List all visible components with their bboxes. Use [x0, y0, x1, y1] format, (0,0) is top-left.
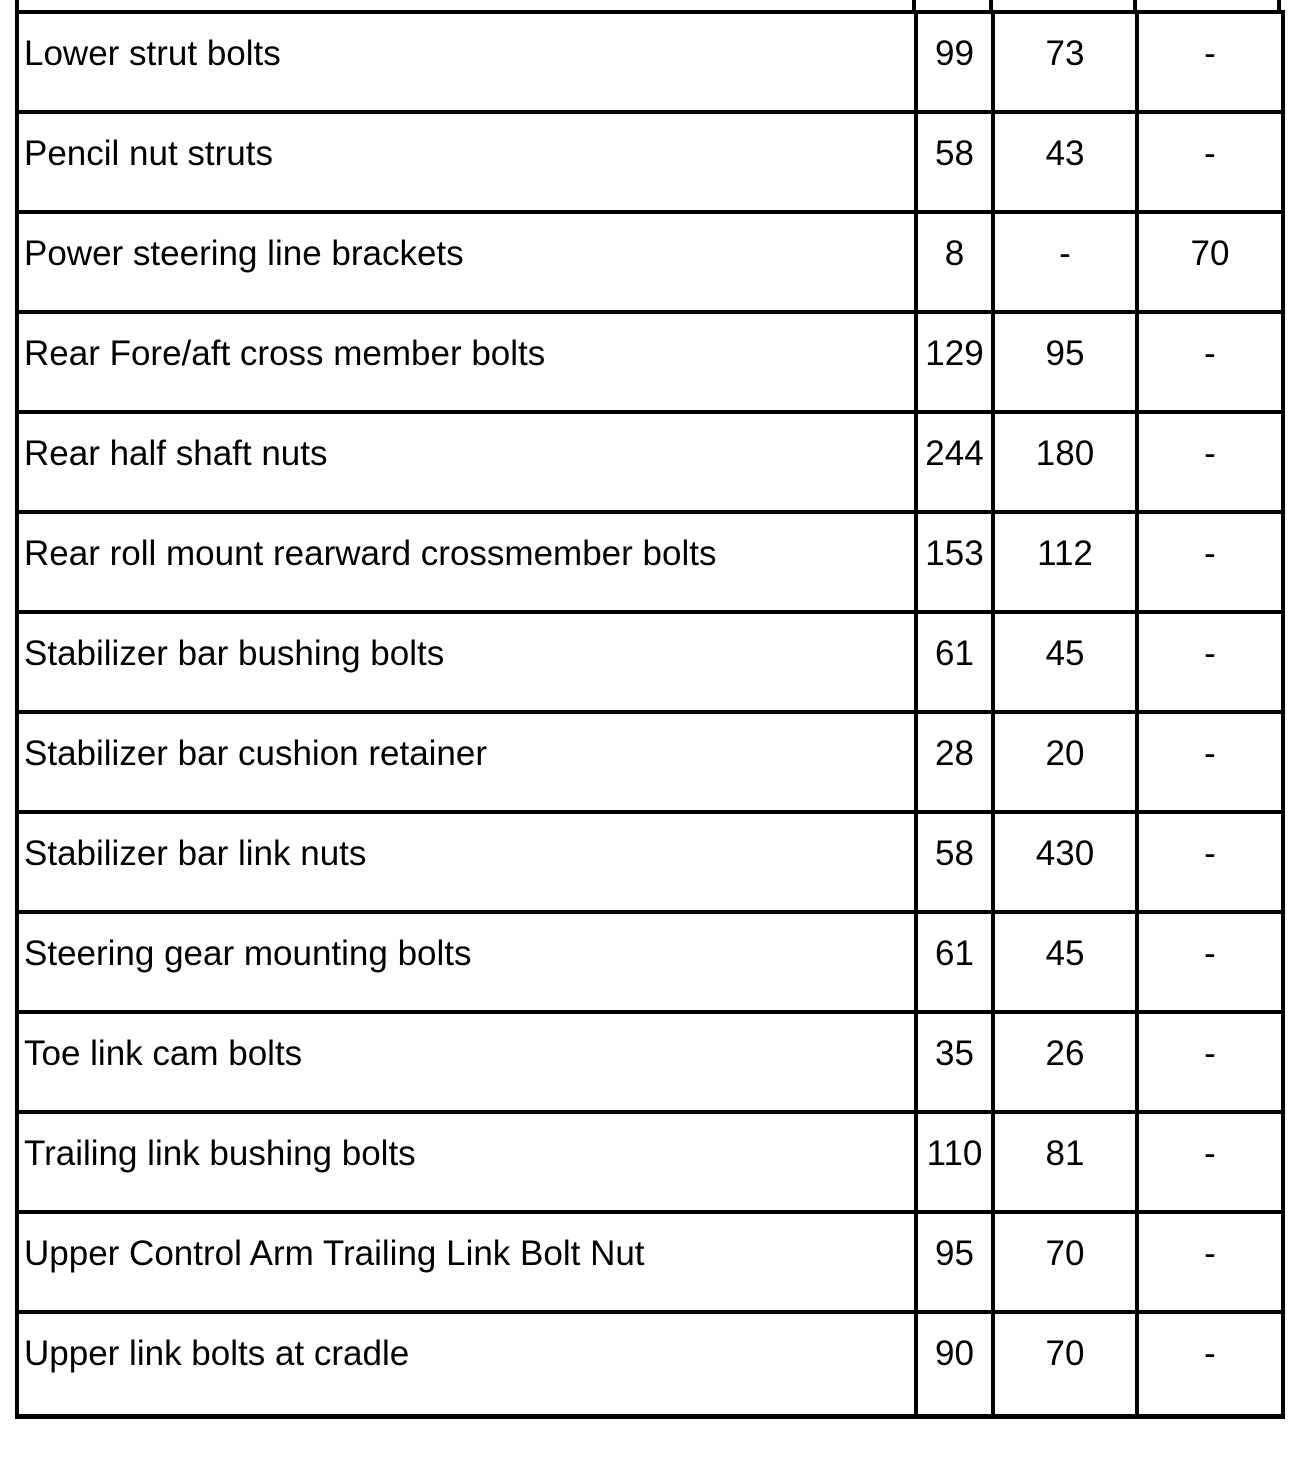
torque-in-lb-cell: -	[1137, 12, 1283, 112]
torque-nm-cell: 99	[916, 12, 993, 112]
torque-in-lb-cell: -	[1137, 1312, 1283, 1416]
component-description-cell: Steering gear mounting bolts	[17, 912, 916, 1012]
table-row	[17, 512, 1283, 612]
component-description-cell: Upper link bolts at cradle	[17, 1312, 916, 1416]
torque-in-lb-cell: -	[1137, 312, 1283, 412]
component-description-cell: Trailing link bushing bolts	[17, 1112, 916, 1212]
torque-in-lb-cell: -	[1137, 112, 1283, 212]
torque-ft-lb-cell: 180	[993, 412, 1137, 512]
table-row	[17, 112, 1283, 212]
torque-ft-lb-cell: -	[993, 212, 1137, 312]
torque-ft-lb-cell: 20	[993, 712, 1137, 812]
table-row	[17, 212, 1283, 312]
component-description-cell: Lower strut bolts	[17, 12, 916, 112]
torque-in-lb-cell: 70	[1137, 212, 1283, 312]
torque-in-lb-cell: -	[1137, 1112, 1283, 1212]
torque-nm-cell: 129	[916, 312, 993, 412]
table-top-edge-line	[989, 0, 993, 10]
torque-in-lb-cell: -	[1137, 612, 1283, 712]
table-top-edge-line	[912, 0, 916, 10]
component-description-cell: Rear Fore/aft cross member bolts	[17, 312, 916, 412]
torque-in-lb-cell: -	[1137, 1212, 1283, 1312]
table-row	[17, 612, 1283, 712]
torque-ft-lb-cell: 26	[993, 1012, 1137, 1112]
torque-ft-lb-cell: 73	[993, 12, 1137, 112]
torque-in-lb-cell: -	[1137, 712, 1283, 812]
table-row	[17, 312, 1283, 412]
table-row	[17, 712, 1283, 812]
component-description-cell: Upper Control Arm Trailing Link Bolt Nut	[17, 1212, 916, 1312]
torque-nm-cell: 61	[916, 612, 993, 712]
component-description-cell: Rear half shaft nuts	[17, 412, 916, 512]
table-row	[17, 1212, 1283, 1312]
torque-nm-cell: 35	[916, 1012, 993, 1112]
table-top-edge-line	[1277, 0, 1281, 10]
torque-nm-cell: 8	[916, 212, 993, 312]
torque-nm-cell: 90	[916, 1312, 993, 1416]
torque-in-lb-cell: -	[1137, 1012, 1283, 1112]
component-description-cell: Stabilizer bar link nuts	[17, 812, 916, 912]
torque-spec-table-body	[17, 12, 1283, 1416]
torque-ft-lb-cell: 112	[993, 512, 1137, 612]
torque-nm-cell: 58	[916, 112, 993, 212]
torque-spec-table	[15, 10, 1285, 1419]
table-row	[17, 1112, 1283, 1212]
torque-in-lb-cell: -	[1137, 912, 1283, 1012]
component-description-cell: Stabilizer bar cushion retainer	[17, 712, 916, 812]
torque-ft-lb-cell: 45	[993, 612, 1137, 712]
component-description-cell: Stabilizer bar bushing bolts	[17, 612, 916, 712]
table-top-edge-line	[15, 0, 19, 10]
component-description-cell: Pencil nut struts	[17, 112, 916, 212]
torque-nm-cell: 110	[916, 1112, 993, 1212]
table-top-edge-line	[1133, 0, 1137, 10]
torque-in-lb-cell: -	[1137, 512, 1283, 612]
table-row	[17, 12, 1283, 112]
torque-nm-cell: 28	[916, 712, 993, 812]
component-description-cell: Rear roll mount rearward crossmember bolts	[17, 512, 916, 612]
torque-ft-lb-cell: 70	[993, 1312, 1137, 1416]
torque-in-lb-cell: -	[1137, 812, 1283, 912]
torque-ft-lb-cell: 45	[993, 912, 1137, 1012]
torque-nm-cell: 95	[916, 1212, 993, 1312]
torque-in-lb-cell: -	[1137, 412, 1283, 512]
torque-ft-lb-cell: 70	[993, 1212, 1137, 1312]
torque-ft-lb-cell: 430	[993, 812, 1137, 912]
torque-nm-cell: 153	[916, 512, 993, 612]
component-description-cell: Power steering line brackets	[17, 212, 916, 312]
torque-ft-lb-cell: 43	[993, 112, 1137, 212]
table-row	[17, 412, 1283, 512]
torque-nm-cell: 61	[916, 912, 993, 1012]
component-description-cell: Toe link cam bolts	[17, 1012, 916, 1112]
torque-nm-cell: 58	[916, 812, 993, 912]
table-row	[17, 812, 1283, 912]
torque-ft-lb-cell: 95	[993, 312, 1137, 412]
table-row	[17, 1012, 1283, 1112]
table-row	[17, 1312, 1283, 1416]
torque-ft-lb-cell: 81	[993, 1112, 1137, 1212]
table-row	[17, 912, 1283, 1012]
torque-nm-cell: 244	[916, 412, 993, 512]
